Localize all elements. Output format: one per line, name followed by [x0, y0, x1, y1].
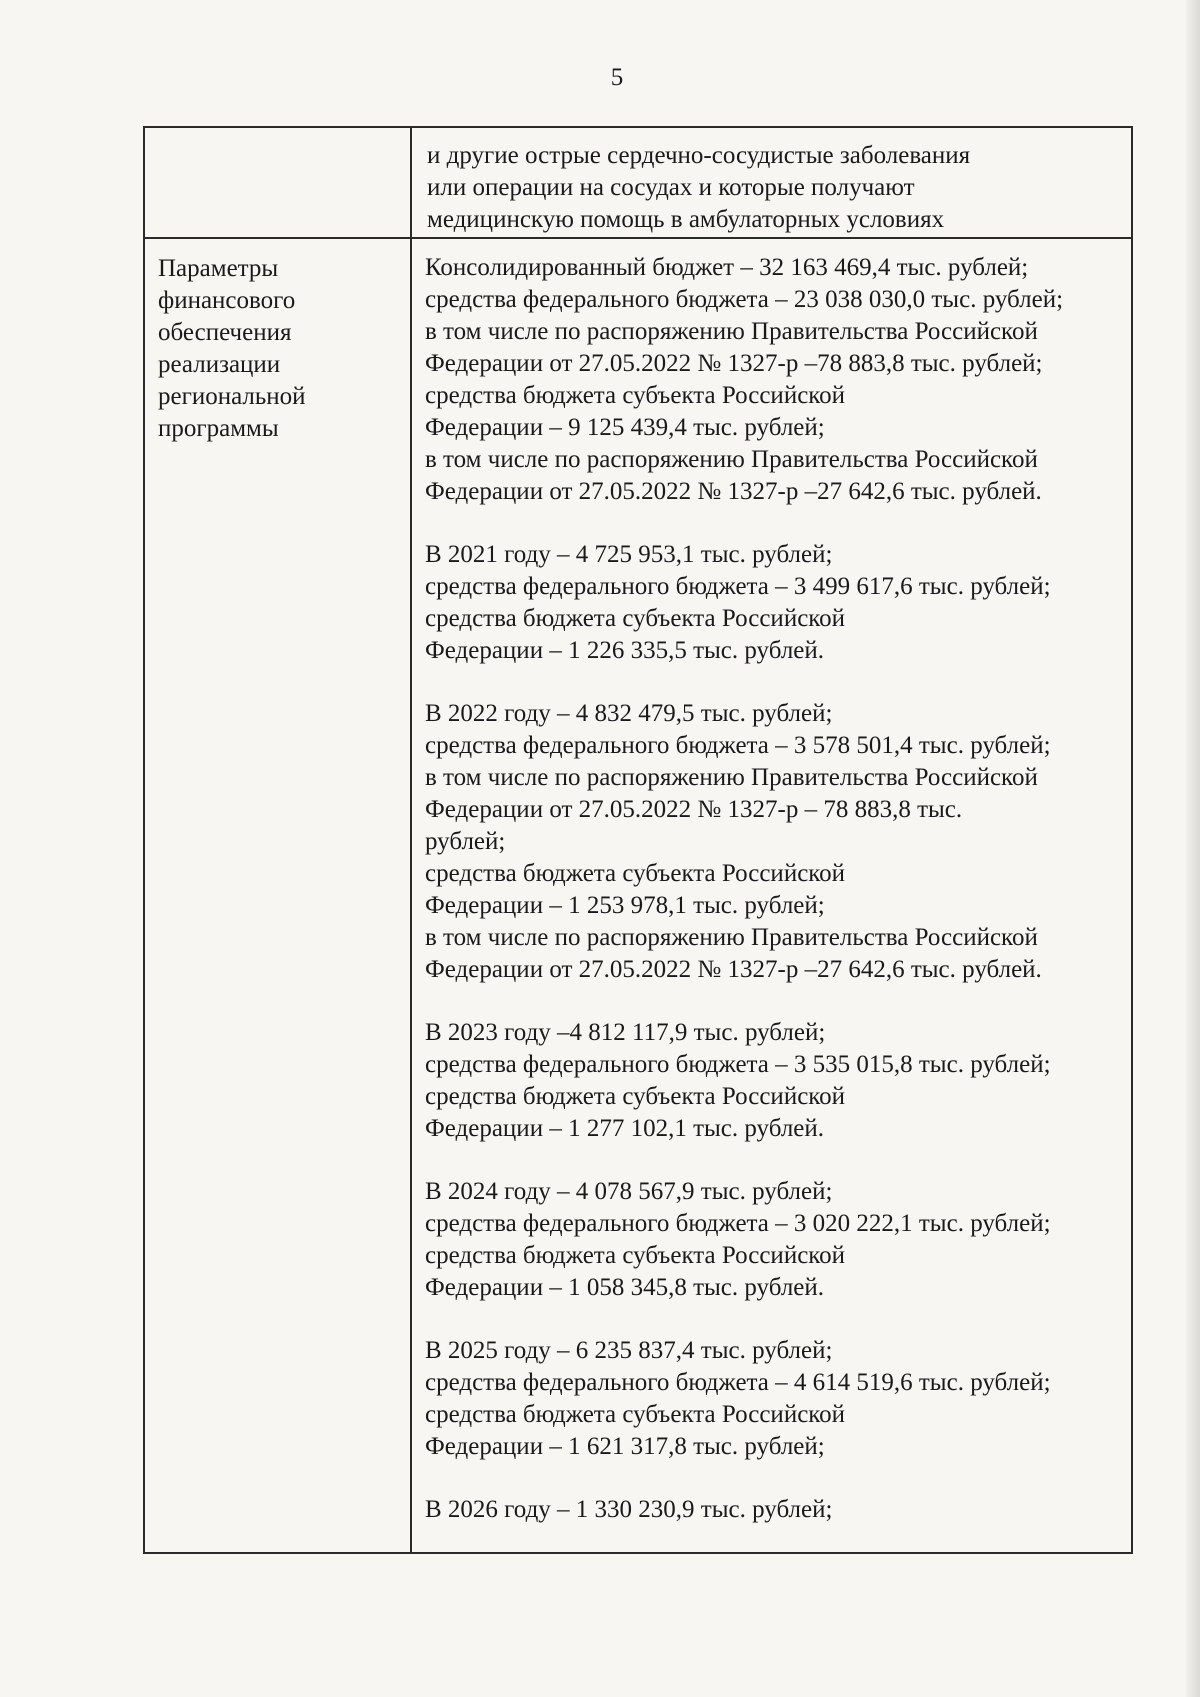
- column-divider: [410, 128, 412, 1552]
- funding-line: средства бюджета субъекта Российской: [425, 1401, 846, 1428]
- funding-line: В 2021 году – 4 725 953,1 тыс. рублей;: [425, 541, 833, 568]
- funding-line: средства федерального бюджета – 23 038 030,0 тыс. рублей;: [425, 286, 1064, 313]
- parameters-label-line: программы: [158, 415, 279, 442]
- program-table: [143, 126, 1133, 1554]
- funding-line: Федерации от 27.05.2022 № 1327-р –27 642,6 тыс. рублей.: [425, 956, 1042, 983]
- parameters-label-line: финансового: [158, 287, 296, 314]
- funding-line: средства бюджета субъекта Российской: [425, 605, 846, 632]
- funding-line: средства федерального бюджета – 3 499 617,6 тыс. рублей;: [425, 573, 1051, 600]
- funding-line: Федерации – 1 621 317,8 тыс. рублей;: [425, 1433, 825, 1460]
- funding-line: Федерации – 1 253 978,1 тыс. рублей;: [425, 892, 825, 919]
- funding-line: Федерации – 1 058 345,8 тыс. рублей.: [425, 1274, 825, 1301]
- funding-line: Федерации – 1 226 335,5 тыс. рублей.: [425, 637, 825, 664]
- funding-line: Консолидированный бюджет – 32 163 469,4 тыс. рублей;: [425, 254, 1029, 281]
- parameters-label-line: обеспечения: [158, 319, 292, 346]
- funding-line: средства федерального бюджета – 3 578 501,4 тыс. рублей;: [425, 732, 1051, 759]
- funding-line: В 2023 году –4 812 117,9 тыс. рублей;: [425, 1019, 826, 1046]
- funding-block: [425, 1494, 1063, 1526]
- funding-block: [425, 252, 1063, 508]
- parameters-label-line: Параметры: [158, 255, 279, 282]
- funding-line: средства бюджета субъекта Российской: [425, 1083, 846, 1110]
- block-spacer: [425, 1304, 1063, 1335]
- funding-block: [425, 1176, 1063, 1304]
- funding-line: Федерации – 1 277 102,1 тыс. рублей.: [425, 1115, 825, 1142]
- continuation-line: или операции на сосудах и которые получают: [427, 174, 915, 201]
- funding-line: Федерации от 27.05.2022 № 1327-р – 78 883,8 тыс.: [425, 796, 963, 823]
- continuation-cell: [427, 140, 970, 236]
- funding-line: В 2026 году – 1 330 230,9 тыс. рублей;: [425, 1496, 833, 1523]
- funding-line: в том числе по распоряжению Правительства Российской: [425, 318, 1038, 345]
- funding-line: Федерации – 9 125 439,4 тыс. рублей;: [425, 414, 825, 441]
- funding-line: в том числе по распоряжению Правительства Российской: [425, 924, 1038, 951]
- funding-line: Федерации от 27.05.2022 № 1327-р –27 642,6 тыс. рублей.: [425, 478, 1042, 505]
- funding-line: В 2024 году – 4 078 567,9 тыс. рублей;: [425, 1178, 833, 1205]
- funding-line: рублей;: [425, 828, 506, 855]
- funding-line: средства федерального бюджета – 4 614 519,6 тыс. рублей;: [425, 1369, 1051, 1396]
- block-spacer: [425, 667, 1063, 698]
- funding-line: в том числе по распоряжению Правительства Российской: [425, 764, 1038, 791]
- continuation-line: и другие острые сердечно-сосудистые заболевания: [427, 142, 971, 169]
- scan-edge: [1186, 0, 1200, 1697]
- parameters-label-line: региональной: [158, 383, 306, 410]
- funding-block: [425, 1017, 1063, 1145]
- block-spacer: [425, 986, 1063, 1017]
- funding-line: средства бюджета субъекта Российской: [425, 860, 846, 887]
- row-divider: [145, 237, 1131, 239]
- block-spacer: [425, 508, 1063, 539]
- funding-line: средства федерального бюджета – 3 535 015,8 тыс. рублей;: [425, 1051, 1051, 1078]
- parameters-label-line: реализации: [158, 351, 281, 378]
- funding-line: В 2025 году – 6 235 837,4 тыс. рублей;: [425, 1337, 833, 1364]
- funding-line: В 2022 году – 4 832 479,5 тыс. рублей;: [425, 700, 833, 727]
- funding-block: [425, 539, 1063, 667]
- funding-cell: [425, 252, 1063, 1526]
- funding-block: [425, 1335, 1063, 1463]
- funding-line: средства федерального бюджета – 3 020 222,1 тыс. рублей;: [425, 1210, 1051, 1237]
- funding-line: средства бюджета субъекта Российской: [425, 1242, 846, 1269]
- block-spacer: [425, 1145, 1063, 1176]
- funding-block: [425, 698, 1063, 986]
- page-number: 5: [610, 64, 624, 91]
- continuation-line: медицинскую помощь в амбулаторных условиях: [427, 206, 945, 233]
- parameters-label-cell: [158, 252, 306, 444]
- block-spacer: [425, 1463, 1063, 1494]
- funding-line: средства бюджета субъекта Российской: [425, 382, 846, 409]
- funding-line: Федерации от 27.05.2022 № 1327-р –78 883,8 тыс. рублей;: [425, 350, 1043, 377]
- funding-line: в том числе по распоряжению Правительства Российской: [425, 446, 1038, 473]
